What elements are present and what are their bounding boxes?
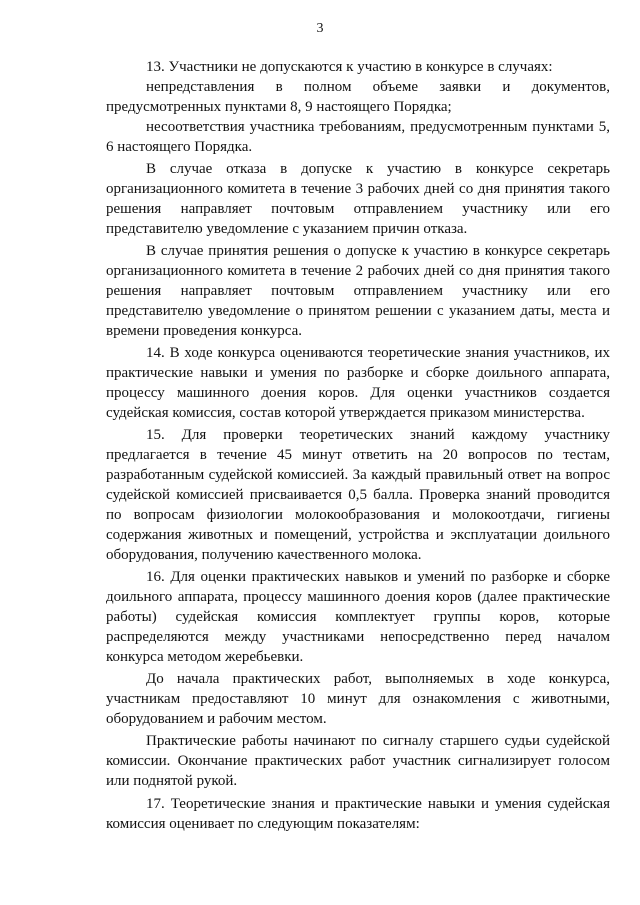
paragraph-15: 15. Для проверки теоретических знаний каждому участнику предлагается в течение 45 минут ответить на 20 вопросов по тестам, разработанным судейской комиссией. За каждый правильный ответ на вопрос судейской комиссией присваивается 0,5 балла. Проверка знаний проводится по вопросам физиологии молокообразования и молокоотдачи, гигиены содержания животных и помещений, устройства и эксплуатации доильного оборудования, получению качественного молока. (106, 427, 610, 563)
paragraph-14: 14. В ходе конкурса оцениваются теоретические знания участников, их практические навыки и умения по разборке и сборке доильного аппарата, процессу машинного доения коров. Для оценки участников создается судейская комиссия, состав которой утверждается приказом министерства. (106, 345, 610, 421)
paragraph-practical-start: Практические работы начинают по сигналу старшего судьи судейской комиссии. Окончание практических работ участник сигнализирует голосом или поднятой рукой. (106, 733, 610, 790)
paragraph-refusal-notice: В случае отказа в допуске к участию в конкурсе секретарь организационного комитета в течение 3 рабочих дней со дня принятия такого решения направляет почтовым отправлением участнику или его представителю уведомление с указанием причин отказа. (106, 161, 610, 237)
paragraph-13-case-1: непредставления в полном объеме заявки и документов, предусмотренных пунктами 8, 9 настоящего Порядка; (106, 78, 610, 115)
paragraph-17: 17. Теоретические знания и практические навыки и умения судейская комиссия оценивает по следующим показателям: (106, 795, 610, 832)
paragraph-13-intro: 13. Участники не допускаются к участию в конкурсе в случаях: (146, 59, 553, 75)
page-number: 3 (316, 21, 324, 36)
paragraph-16: 16. Для оценки практических навыков и умений по разборке и сборке доильного аппарата, процессу машинного доения коров (далее практические работы) судейская комиссия комплектует группы коров, которые распределяются между участниками непосредственно перед началом конкурса методом жеребьевки. (106, 569, 610, 665)
document-body (106, 58, 610, 835)
paragraph-13-case-2: несоответствия участника требованиям, предусмотренным пунктами 5, 6 настоящего Порядка. (106, 118, 610, 155)
paragraph-admission-notice: В случае принятия решения о допуске к участию в конкурсе секретарь организационного комитета в течение 2 рабочих дней со дня принятия такого решения направляет почтовым отправлением участнику или его представителю уведомление о принятом решении с указанием даты, места и времени проведения конкурса. (106, 243, 610, 339)
paragraph-preparation-time: До начала практических работ, выполняемых в ходе конкурса, участникам предоставляют 10 минут для ознакомления с животными, оборудованием и рабочим местом. (106, 671, 610, 727)
